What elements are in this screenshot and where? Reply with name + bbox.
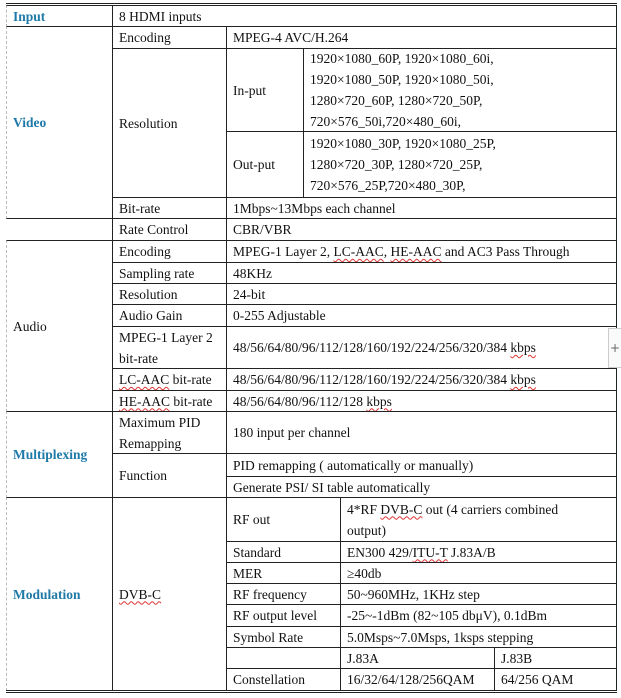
function-value-2: Generate PSI/ SI table automatically [226,476,617,498]
text: 48/56/64/80/96/112/128 [233,393,367,409]
standard-label: Standard [226,541,341,563]
text: 4*RF [347,501,381,517]
symbol-rate-value: 5.0Msps~7.0Msps, 1ksps stepping [340,626,617,648]
video-encoding-label: Encoding [112,26,227,49]
lcaac-bitrate-label [112,368,227,391]
text: kbps [510,340,536,355]
j83b-header: J.83B [494,647,617,669]
text: bit-rate [169,372,212,387]
text: MPEG-1 Layer 2, [233,244,334,259]
mpeg1-bitrate-label [112,326,227,369]
max-pid-value: 180 input per channel [226,411,617,454]
sampling-rate-label: Sampling rate [112,262,227,284]
resolution-line: 720×576_25P,720×480_30P, [310,178,466,193]
mpeg1-bitrate-value [226,326,617,369]
audio-resolution-value: 24-bit [226,283,617,305]
video-bitrate-value: 1Mbps~13Mbps each channel [226,197,617,219]
constellation-j83b-value: 64/256 QAM [494,668,617,691]
resolution-line: 1280×720_60P, 1280×720_50P, [310,93,483,108]
rf-out-label: RF out [226,497,341,542]
plus-icon: + [609,341,621,355]
symbol-rate-label: Symbol Rate [226,626,341,648]
text: bit-rate [170,393,213,409]
side-expand-button[interactable] [608,328,621,368]
text: DVB-C [119,586,162,602]
rf-frequency-value: 50~960MHz, 1KHz step [340,583,617,605]
resolution-line: 720×576_50i,720×480_60i, [310,114,461,129]
text: ITU-T [412,544,448,560]
section-audio-label: Audio [6,240,113,412]
audio-encoding-value [226,240,617,263]
input-value: 8 HDMI inputs [112,5,617,27]
video-output-resolution-label: Out-put [226,131,304,198]
constellation-label: Constellation [226,668,341,691]
text: 48/56/64/80/96/112/128/160/192/224/256/320/384 [233,340,511,355]
standard-value [340,541,617,563]
text: kbps [366,393,392,409]
text: 48/56/64/80/96/112/128/160/192/224/256/320/384 [233,372,511,387]
text: EN300 429/ [347,544,413,560]
text: bit-rate [119,350,158,366]
text: J.83A/B [447,544,496,560]
text: LC-AAC [333,244,384,259]
function-value-1: PID remapping ( automatically or manually) [226,453,617,477]
text: DVB-C [380,501,423,517]
mer-value: ≥40db [340,562,617,584]
resolution-line: 1920×1080_60P, 1920×1080_60i, [310,51,494,66]
rf-frequency-label: RF frequency [226,583,341,605]
lcaac-bitrate-value [226,368,617,391]
rf-level-value: -25~-1dBm (82~105 dbμV), 0.1dBm [340,604,617,627]
audio-resolution-label: Resolution [112,283,227,305]
heaac-bitrate-label [112,390,227,412]
sampling-rate-value: 48KHz [226,262,617,284]
modulation-type [112,497,227,691]
text: HE-AAC [390,244,442,259]
rf-level-label: RF output level [226,604,341,627]
video-input-resolution-label: In-put [226,48,304,132]
section-input-label: Input [6,5,113,27]
audio-encoding-label: Encoding [112,240,227,263]
resolution-line: 1920×1080_50P, 1920×1080_50i, [310,72,494,87]
video-input-resolution-values [303,48,617,132]
constellation-j83a-value: 16/32/64/128/256QAM [340,668,495,691]
section-multiplexing-label: Multiplexing [6,411,113,498]
text: HE-AAC [119,393,170,409]
rate-control-value: CBR/VBR [226,218,617,241]
text: , [383,244,391,259]
audio-gain-label: Audio Gain [112,304,227,327]
resolution-line: 1920×1080_30P, 1920×1080_25P, [310,136,496,151]
section-video-label: Video [6,26,113,219]
text: LC-AAC [119,372,170,387]
empty-cell [226,647,341,669]
heaac-bitrate-value [226,390,617,412]
video-resolution-label: Resolution [112,48,227,198]
function-label: Function [112,453,227,498]
max-pid-label [112,411,227,454]
text: kbps [510,372,536,387]
video-encoding-value: MPEG-4 AVC/H.264 [226,26,617,49]
text: Remapping [119,435,182,451]
mer-label: MER [226,562,341,584]
j83a-header: J.83A [340,647,495,669]
rate-control-label: Rate Control [112,218,227,241]
video-bitrate-label: Bit-rate [112,197,227,219]
section-modulation-label: Modulation [6,497,113,691]
audio-gain-value: 0-255 Adjustable [226,304,617,327]
video-output-resolution-values [303,131,617,198]
text: Maximum PID [119,414,201,430]
rf-out-value [340,497,617,542]
text: output) [347,522,386,538]
text: and AC3 Pass Through [441,244,570,259]
resolution-line: 1280×720_30P, 1280×720_25P, [310,157,483,172]
bottom-double-rule [6,690,617,693]
text: out (4 carriers combined [422,501,559,517]
text: MPEG-1 Layer 2 [119,329,213,345]
